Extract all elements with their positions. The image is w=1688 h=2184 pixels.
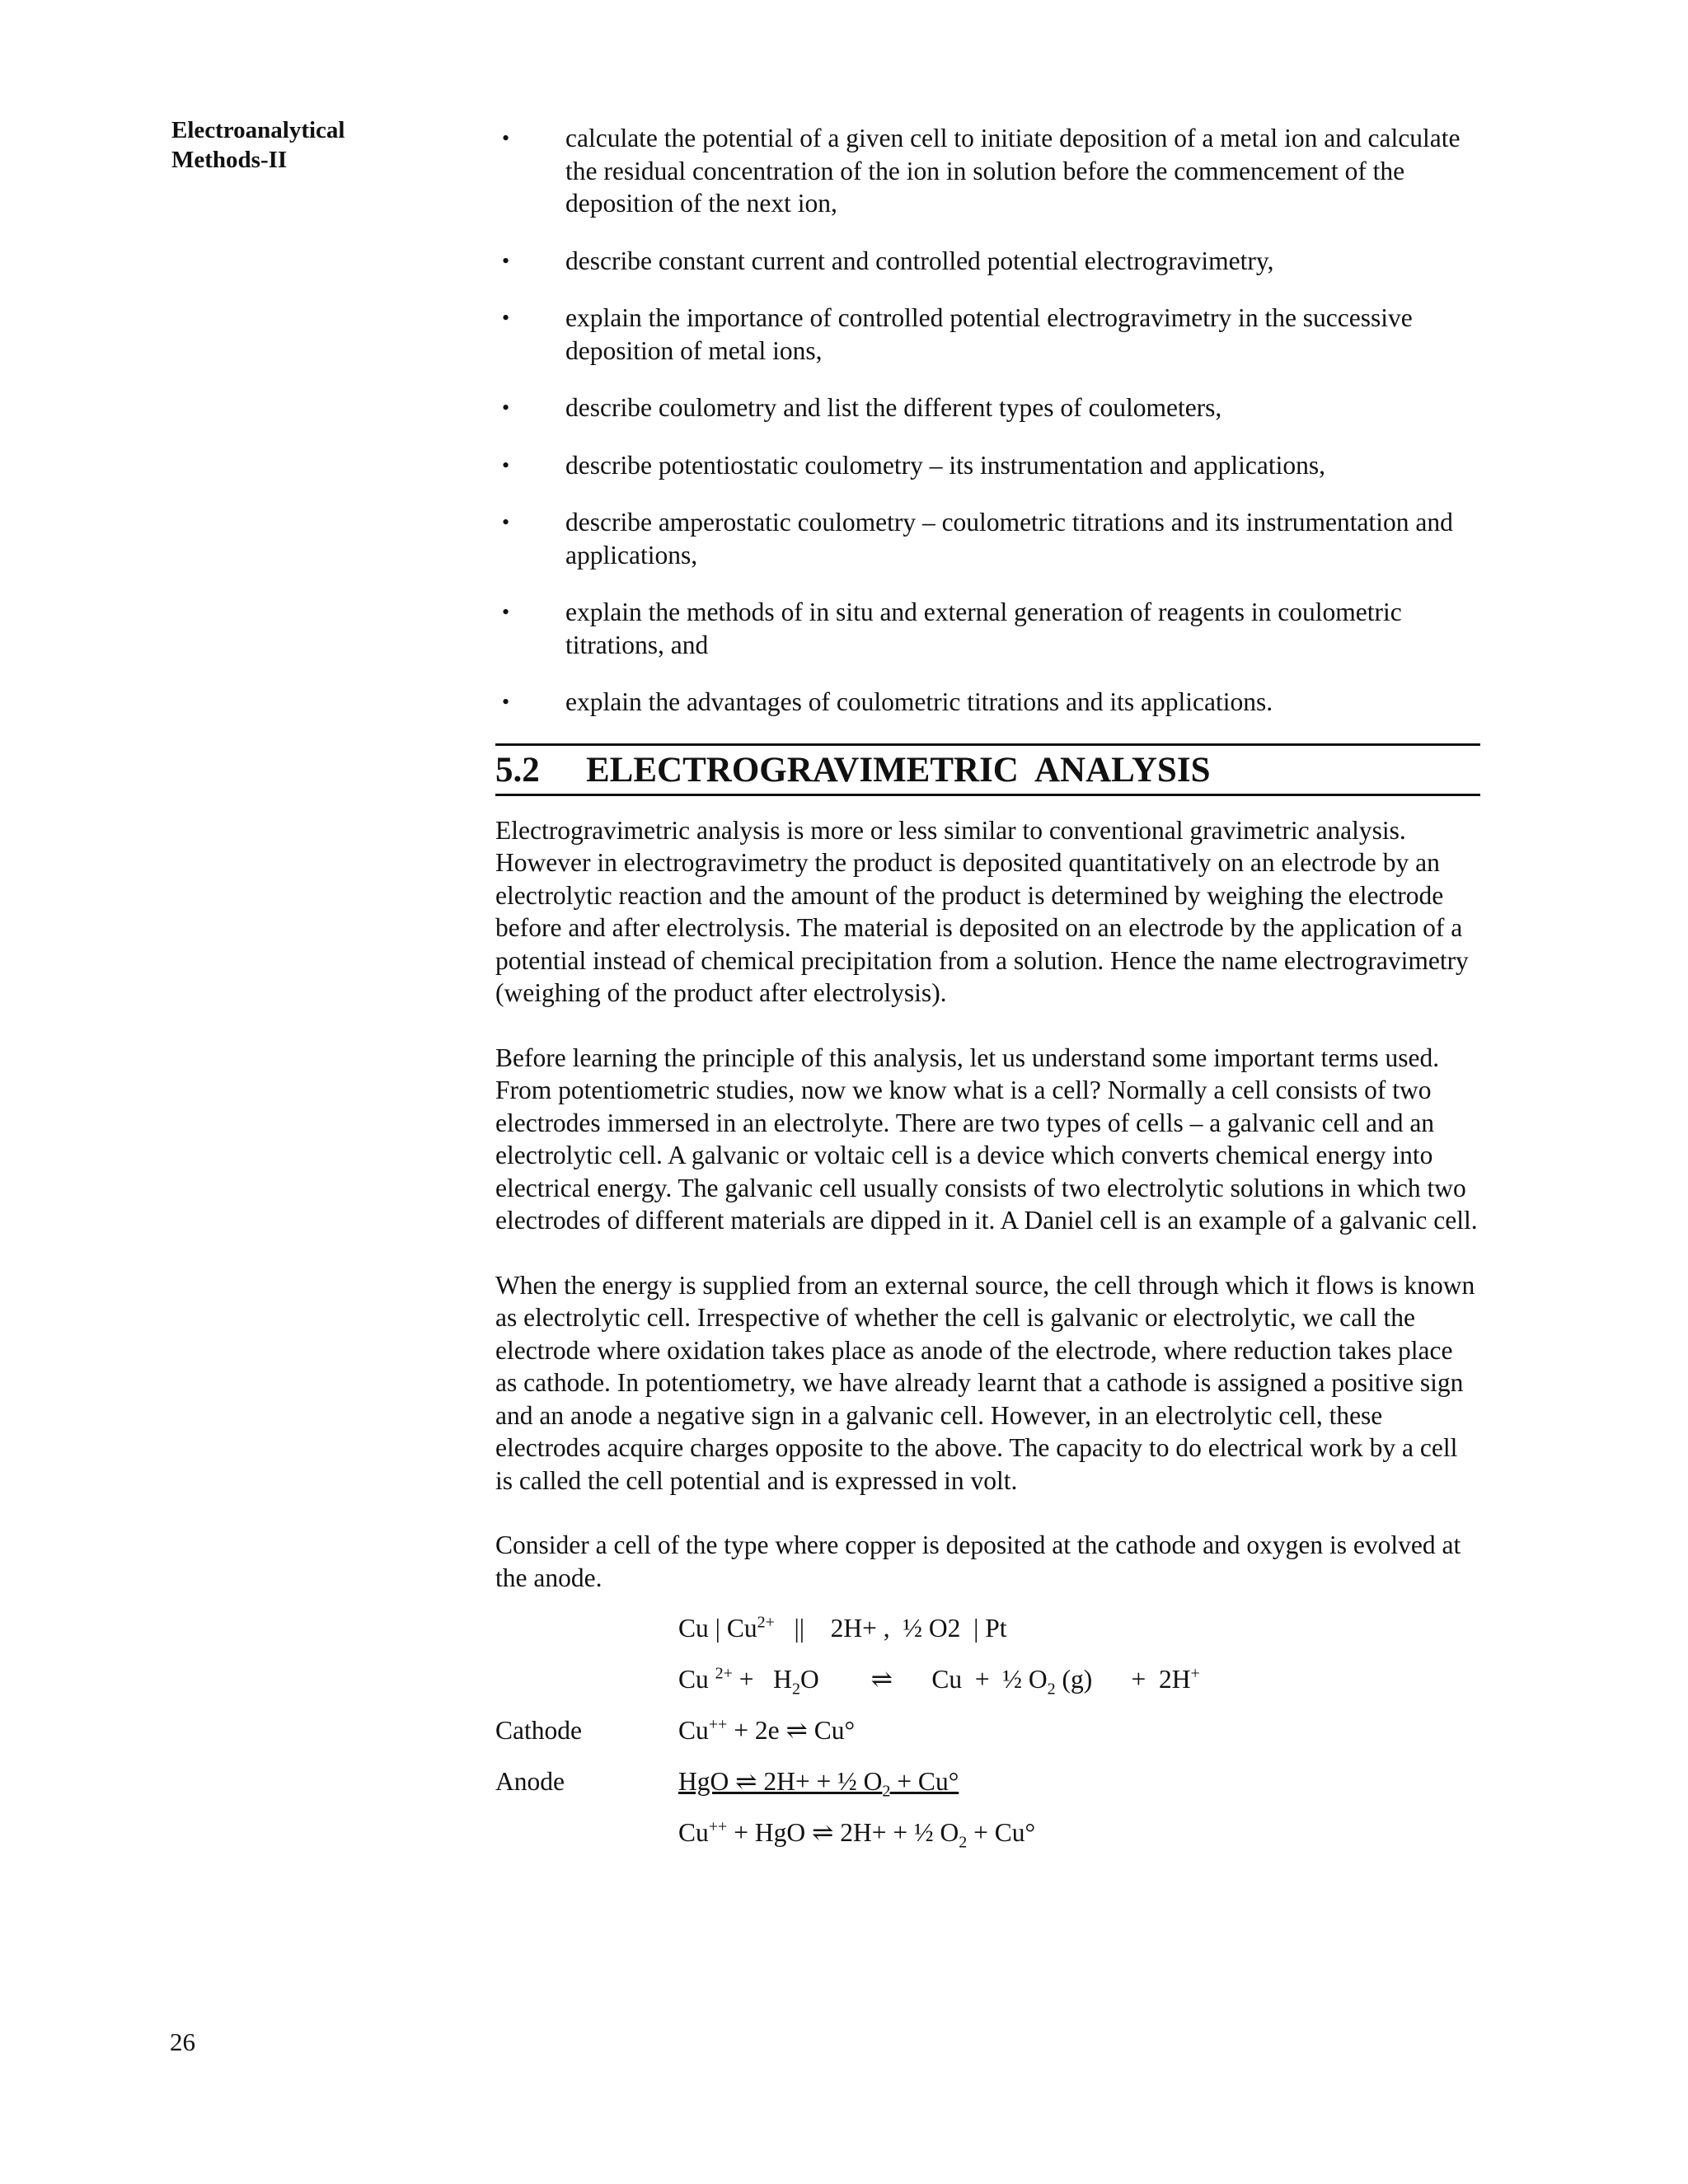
bullet-icon: • <box>502 452 510 477</box>
bullet-icon: • <box>502 600 510 624</box>
running-header-line1: Electroanalytical <box>171 117 345 143</box>
paragraph: When the energy is supplied from an external source, the cell through which it flows is known as electrolytic cell. Irrespective of whether the cell is galvanic or electrolytic, we call the electrode where oxidation takes place as anode of the electrode, where reduction takes place as cathode. In potentiometry, we have already learnt that a cathode is assigned a positive sign and an anode a negative sign in a galvanic cell. However, in an electrolytic cell, these electrodes acquire charges opposite to the above. The capacity to do electrical work by a cell is called the cell potential and is expressed in volt. <box>495 1270 1475 1495</box>
subscript: 2 <box>1047 1680 1056 1699</box>
list-item <box>495 449 1480 482</box>
section-number: 5.2 <box>495 750 540 790</box>
equation-text: + 2e ⇌ Cu° <box>727 1716 856 1745</box>
section-title: ELECTROGRAVIMETRIC ANALYSIS <box>586 750 1211 790</box>
cathode-reaction <box>495 1714 1480 1765</box>
bullet-icon: • <box>502 396 510 419</box>
equation-text: Cu <box>678 1818 709 1847</box>
superscript: 2+ <box>715 1664 733 1683</box>
list-item <box>495 506 1480 571</box>
list-item-text: describe coulometry and list the different types of coulometers, <box>565 393 1222 422</box>
equation-text: (g) + 2H <box>1055 1665 1191 1694</box>
equation-text: + HgO ⇌ 2H+ + ½ O <box>727 1818 959 1847</box>
equation-text: HgO ⇌ 2H+ + ½ O <box>678 1767 883 1796</box>
superscript: ++ <box>708 1715 728 1734</box>
list-item-text: describe potentiostatic coulometry – its instrumentation and applications, <box>565 450 1326 480</box>
superscript: 2+ <box>757 1613 775 1632</box>
page-number: 26 <box>170 2027 195 2056</box>
list-item <box>495 686 1480 719</box>
bullet-icon: • <box>502 510 510 534</box>
list-item-text: describe constant current and controlled potential electrogravimetry, <box>565 246 1274 275</box>
running-header <box>171 115 386 175</box>
cathode-label: Cathode <box>495 1716 582 1745</box>
anode-reaction <box>495 1765 1480 1816</box>
list-item-text: explain the advantages of coulometric titrations and its applications. <box>565 687 1273 716</box>
list-item <box>495 245 1480 278</box>
superscript: ++ <box>708 1817 728 1836</box>
objectives-list <box>495 122 1480 719</box>
superscript: + <box>1190 1664 1200 1683</box>
bullet-icon: • <box>502 248 510 273</box>
subscript: 2 <box>959 1833 968 1852</box>
list-item-text: explain the methods of in situ and external generation of reagents in coulometric titrations, and <box>565 598 1402 659</box>
list-item <box>495 122 1480 220</box>
bullet-icon: • <box>502 126 510 150</box>
equation-text: Cu <box>678 1665 715 1694</box>
list-item <box>495 596 1480 661</box>
equation-text: || 2H+ , ½ O2 | Pt <box>774 1614 1007 1643</box>
cell-notation <box>495 1612 1480 1663</box>
list-item <box>495 302 1480 367</box>
running-header-line2: Methods-II <box>171 147 288 173</box>
equation-text: + H <box>732 1665 792 1694</box>
paragraph: Before learning the principle of this analysis, let us understand some important terms used. From potentiometric studies, now we know what is a cell? Normally a cell consists of two electrodes immersed in an electrolyte. There are two types of cells – a galvanic cell and an electrolytic cell. A galvanic or voltaic cell is a device which converts chemical energy into electrical energy. The galvanic cell usually consists of two electrolytic solutions in which two electrodes of different materials are dipped in it. A Daniel cell is an example of a galvanic cell. <box>495 1043 1478 1235</box>
section-heading <box>495 743 1480 796</box>
main-content <box>495 122 1480 1868</box>
net-reaction <box>495 1816 1480 1868</box>
equation-text: Cu <box>678 1716 709 1745</box>
anode-label: Anode <box>495 1767 565 1796</box>
list-item-text: calculate the potential of a given cell to initiate deposition of a metal ion and calculate the residual concentration of the ion in solution before the commencement of the deposition of the next ion, <box>565 124 1461 218</box>
list-item-text: describe amperostatic coulometry – coulometric titrations and its instrumentation and applications, <box>565 508 1453 569</box>
list-item-text: explain the importance of controlled potential electrogravimetry in the successive deposition of metal ions, <box>565 303 1413 365</box>
equation-text: + Cu° <box>890 1767 959 1796</box>
subscript: 2 <box>791 1680 800 1699</box>
list-item <box>495 391 1480 424</box>
bullet-icon: • <box>502 690 510 714</box>
equation-block <box>495 1612 1480 1868</box>
equation-text: Cu | Cu <box>678 1614 757 1643</box>
overall-reaction <box>495 1663 1480 1714</box>
paragraph: Electrogravimetric analysis is more or less similar to conventional gravimetric analysis. However in electrogravimetry the product is deposited quantitatively on an electrode by an electrolytic reaction and the amount of the product is determined by weighing the electrode before and after electrolysis. The material is deposited on an electrode by the application of a potential instead of chemical precipitation from a solution. Hence the name electrogravimetry (weighing of the product after electrolysis). <box>495 815 1469 1007</box>
paragraph: Consider a cell of the type where copper is deposited at the cathode and oxygen is evolved at the anode. <box>495 1530 1461 1592</box>
bullet-icon: • <box>502 306 510 330</box>
equation-text: + Cu° <box>967 1818 1036 1847</box>
subscript: 2 <box>882 1782 891 1801</box>
equation-text: O ⇌ Cu + ½ O <box>799 1665 1048 1694</box>
